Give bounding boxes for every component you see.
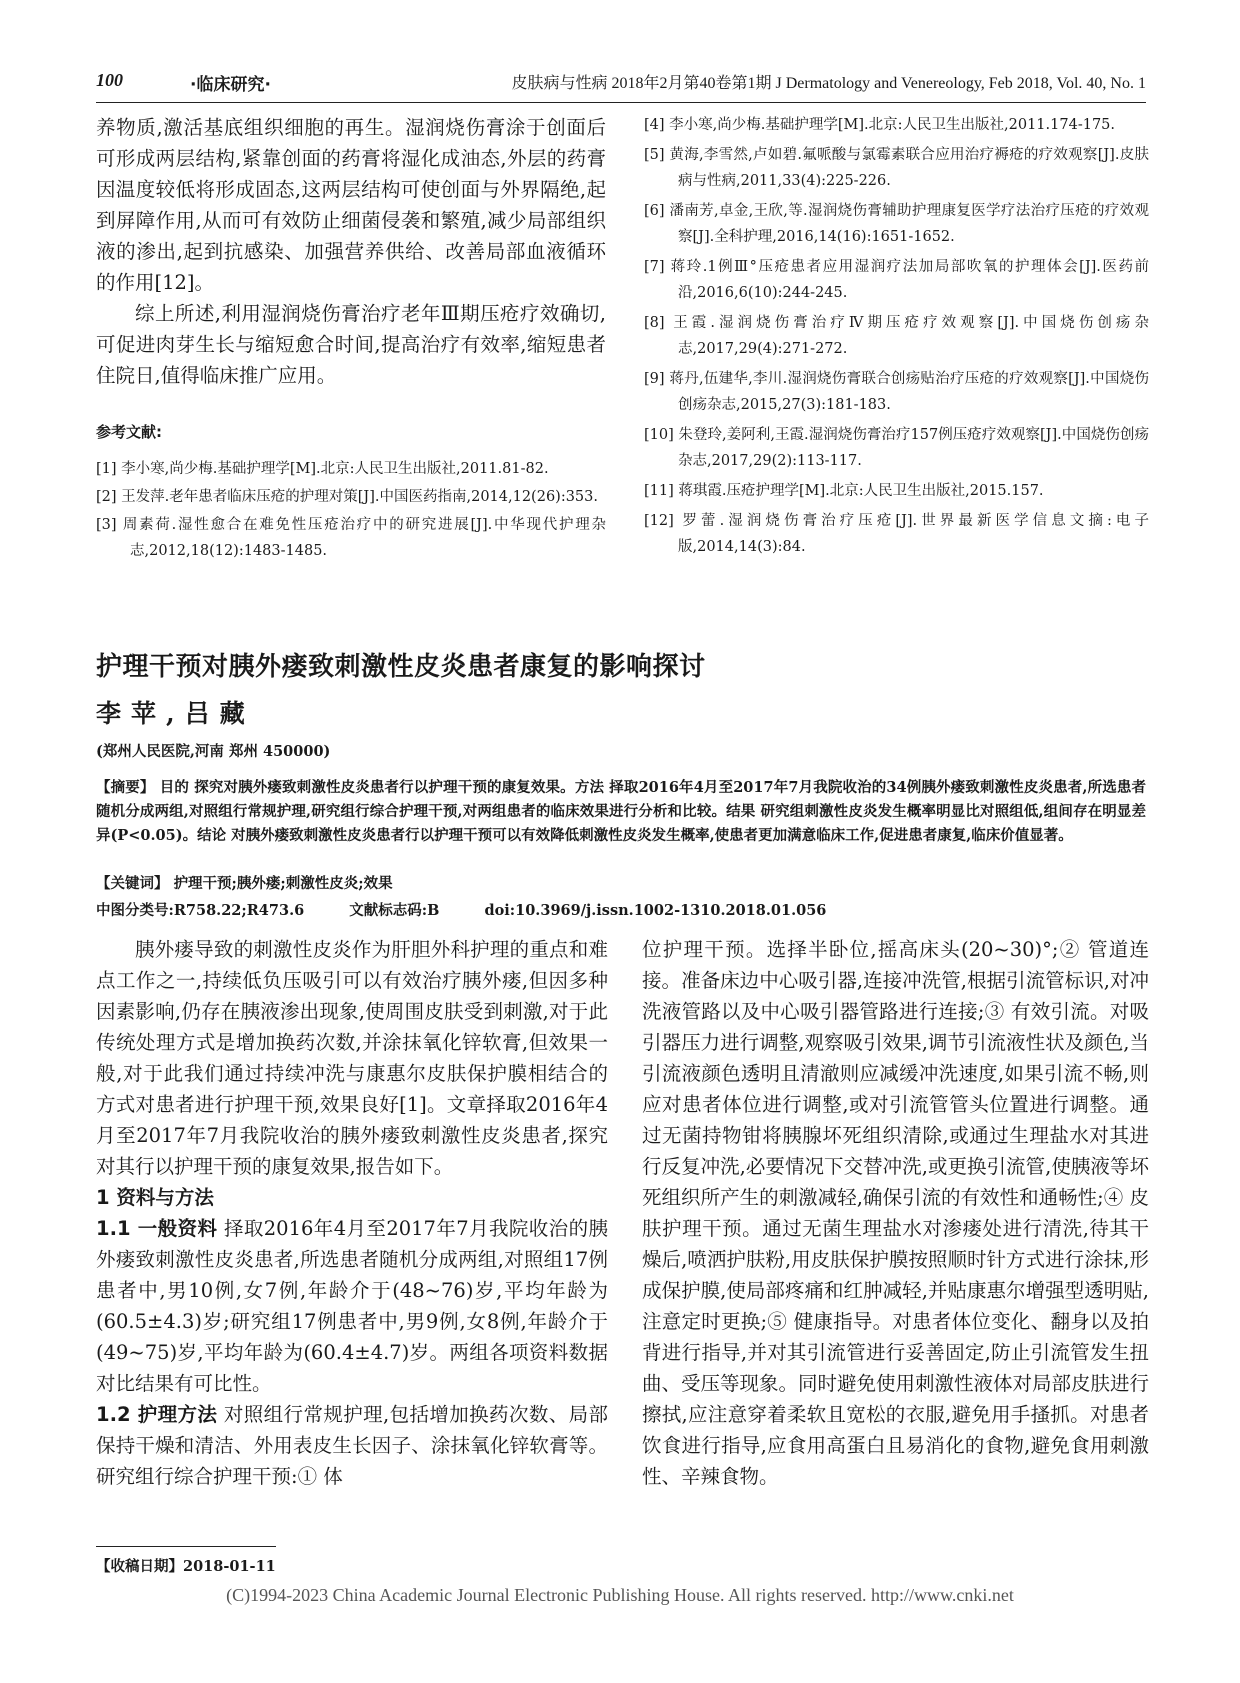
section-label: ·临床研究· <box>190 75 271 95</box>
subsection-1-1 <box>96 1213 608 1399</box>
abstract <box>96 776 1146 848</box>
page-number: 100 <box>96 70 123 90</box>
header-rule <box>96 102 1146 103</box>
received-date: 【收稿日期】2018-01-11 <box>96 1558 276 1575</box>
article-left-column <box>96 934 608 1492</box>
classification-line <box>96 899 1146 920</box>
prev-article-paragraph: 养物质,激活基底组织细胞的再生。湿润烧伤膏涂于创面后可形成两层结构,紧靠创面的药膏将湿化成油态,外层的药膏因温度较低将形成固态,这两层结构可使创面与外界隔绝,起到屏障作用,从而可有效防止细菌侵袭和繁殖,减少局部组织液的渗出,起到抗感染、加强营养供给、改善局部血液循环的作用[12]。 <box>96 116 606 294</box>
keywords <box>96 872 1146 896</box>
keywords-label: 【关键词】 <box>96 875 169 892</box>
abstract-label: 【摘要】 <box>96 780 155 796</box>
reference-item: [7] 蒋玲.1例Ⅲ°压疮患者应用湿润疗法加局部吹氧的护理体会[J].医药前沿,2016,6(10):244-245. <box>644 259 1149 301</box>
reference-item: [4] 李小寒,尚少梅.基础护理学[M].北京:人民卫生出版社,2011.174-175. <box>644 117 1116 133</box>
section-heading: 1 资料与方法 <box>96 1186 214 1209</box>
running-header <box>96 70 1146 100</box>
subsection-text: 择取2016年4月至2017年7月我院收治的胰外瘘致刺激性皮炎患者,所选患者随机分成两组,对照组17例患者中,男10例,女7例,年龄介于(48~76)岁,平均年龄为(60.5±4.3)岁;研究组17例患者中,男9例,女8例,年龄介于(49~75)岁,平均年龄为(60.4±4.7)岁。两组各项资料数据对比结果有可比性。 <box>96 1217 608 1395</box>
footnote-rule <box>96 1546 276 1547</box>
clc-number: 中图分类号:R758.22;R473.6 <box>96 902 305 919</box>
reference-item: [2] 王发萍.老年患者临床压疮的护理对策[J].中国医药指南,2014,12(26):353. <box>96 489 598 505</box>
reference-item: [8] 王霞.湿润烧伤膏治疗Ⅳ期压疮疗效观察[J].中国烧伤创疡杂志,2017,29(4):271-272. <box>644 315 1149 357</box>
subsection-text: 对照组行常规护理,包括增加换药次数、局部保持干燥和清洁、外用表皮生长因子、涂抹氧化锌软膏等。研究组行综合护理干预:① 体 <box>96 1403 608 1488</box>
methods-continuation: 位护理干预。选择半卧位,摇高床头(20~30)°;② 管道连接。准备床边中心吸引器,连接冲洗管,根据引流管标识,对冲洗液管路以及中心吸引器管路进行连接;③ 有效引流。对吸引器压力进行调整,观察吸引效果,调节引流液性状及颜色,当引流液颜色透明且清澈则应减缓冲洗速度,如果引流不畅,则应对患者体位进行调整,或对引流管管头位置进行调整。通过无菌持物钳将胰腺坏死组织清除,或通过生理盐水对其进行反复冲洗,必要情况下交替冲洗,或更换引流管,使胰液等坏死组织所产生的刺激减轻,确保引流的有效性和通畅性;④ 皮肤护理干预。通过无菌生理盐水对渗瘘处进行清洗,待其干燥后,喷洒护肤粉,用皮肤保护膜按照顺时针方式进行涂抹,形成保护膜,使局部疼痛和红肿减轻,并贴康惠尔增强型透明贴,注意定时更换;⑤ 健康指导。对患者体位变化、翻身以及拍背进行指导,并对其引流管进行妥善固定,防止引流管发生扭曲、受压等现象。同时避免使用刺激性液体对局部皮肤进行擦拭,应注意穿着柔软且宽松的衣服,避免用手搔抓。对患者饮食进行指导,应食用高蛋白且易消化的食物,避免食用刺激性、辛辣食物。 <box>642 938 1150 1488</box>
reference-item: [11] 蒋琪霞.压疮护理学[M].北京:人民卫生出版社,2015.157. <box>644 483 1044 499</box>
keywords-text: 护理干预;胰外瘘;刺激性皮炎;效果 <box>173 875 393 892</box>
reference-item: [1] 李小寒,尚少梅.基础护理学[M].北京:人民卫生出版社,2011.81-82. <box>96 461 549 477</box>
journal-title: 皮肤病与性病 2018年2月第40卷第1期 J Dermatology and Venereology, Feb 2018, Vol. 40, No. 1 <box>511 75 1146 92</box>
article-authors: 李苹,吕藏 <box>96 699 255 728</box>
reference-item: [10] 朱登玲,姜阿利,王霞.湿润烧伤膏治疗157例压疮疗效观察[J].中国烧伤创疡杂志,2017,29(2):113-117. <box>644 427 1149 469</box>
subsection-1-2 <box>96 1399 608 1492</box>
subsection-label: 1.2 护理方法 <box>96 1403 218 1426</box>
document-code: 文献标志码:B <box>349 902 440 919</box>
article-affiliation: (郑州人民医院,河南 郑州 450000) <box>96 743 331 760</box>
copyright-notice: (C)1994-2023 China Academic Journal Electronic Publishing House. All rights reserved. http://www.cnki.net <box>226 1585 1014 1605</box>
article-title: 护理干预对胰外瘘致刺激性皮炎患者康复的影响探讨 <box>96 652 706 682</box>
reference-item: [12] 罗蕾.湿润烧伤膏治疗压疮[J].世界最新医学信息文摘:电子版,2014,14(3):84. <box>644 513 1149 555</box>
reference-item: [5] 黄海,李雪然,卢如碧.氟哌酸与氯霉素联合应用治疗褥疮的疗效观察[J].皮肤病与性病,2011,33(4):225-226. <box>644 147 1149 189</box>
prev-article-right-column <box>644 112 1149 564</box>
prev-article-left-column <box>96 112 606 566</box>
reference-item: [6] 潘南芳,卓金,王欣,等.湿润烧伤膏辅助护理康复医学疗法治疗压疮的疗效观察[J].全科护理,2016,14(16):1651-1652. <box>644 203 1149 245</box>
abstract-text: 目的 探究对胰外瘘致刺激性皮炎患者行以护理干预的康复效果。方法 择取2016年4月至2017年7月我院收治的34例胰外瘘致刺激性皮炎患者,所选患者随机分成两组,对照组行常规护理,研究组行综合护理干预,对两组患者的临床效果进行分析和比较。结果 研究组刺激性皮炎发生概率明显比对照组低,组间存在明显差异(P<0.05)。结论 对胰外瘘致刺激性皮炎患者行以护理干预可以有效降低刺激性皮炎发生概率,使患者更加满意临床工作,促进患者康复,临床价值显著。 <box>96 779 1146 844</box>
doi: doi:10.3969/j.issn.1002-1310.2018.01.056 <box>484 902 827 919</box>
reference-item: [3] 周素荷.湿性愈合在难免性压疮治疗中的研究进展[J].中华现代护理杂志,2012,18(12):1483-1485. <box>96 517 606 559</box>
reference-item: [9] 蒋丹,伍建华,李川.湿润烧伤膏联合创疡贴治疗压疮的疗效观察[J].中国烧伤创疡杂志,2015,27(3):181-183. <box>644 371 1149 413</box>
prev-article-conclusion: 综上所述,利用湿润烧伤膏治疗老年Ⅲ期压疮疗效确切,可促进肉芽生长与缩短愈合时间,提高治疗有效率,缩短患者住院日,值得临床推广应用。 <box>96 302 606 387</box>
references-heading: 参考文献: <box>96 423 162 441</box>
intro-paragraph: 胰外瘘导致的刺激性皮炎作为肝胆外科护理的重点和难点工作之一,持续低负压吸引可以有效治疗胰外瘘,但因多种因素影响,仍存在胰液渗出现象,使周围皮肤受到刺激,对于此传统处理方式是增加换药次数,并涂抹氧化锌软膏,但效果一般,对于此我们通过持续冲洗与康惠尔皮肤保护膜相结合的方式对患者进行护理干预,效果良好[1]。文章择取2016年4月至2017年7月我院收治的胰外瘘致刺激性皮炎患者,探究对其行以护理干预的康复效果,报告如下。 <box>96 938 608 1178</box>
subsection-label: 1.1 一般资料 <box>96 1217 218 1240</box>
article-right-column <box>642 934 1149 1492</box>
